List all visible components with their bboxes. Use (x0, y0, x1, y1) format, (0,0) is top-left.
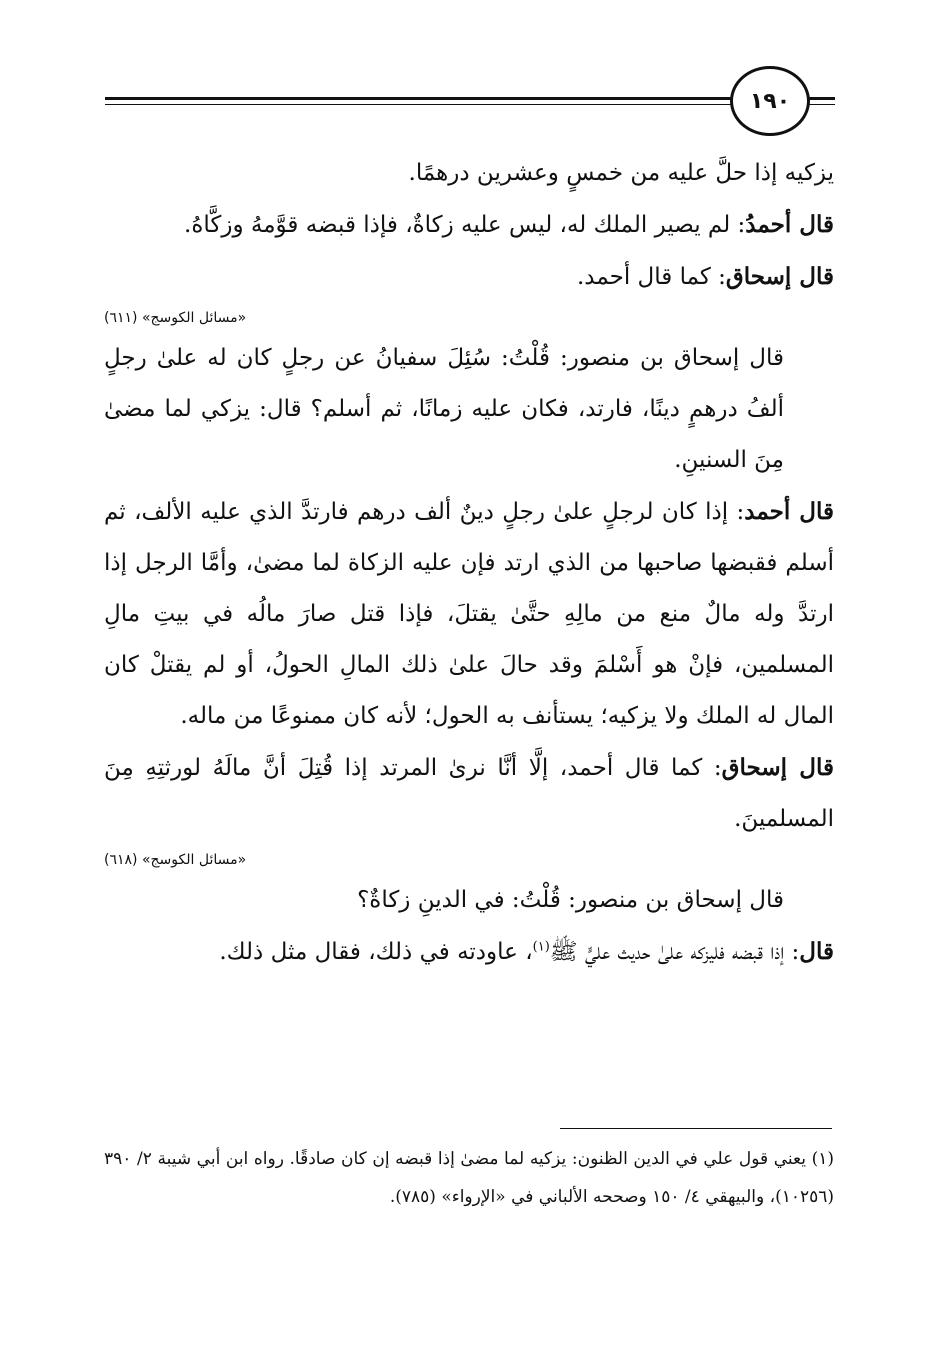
source-citation: «مسائل الكوسج» (٦١٨) (104, 852, 247, 868)
speaker-label: قال إسحاق (721, 754, 834, 781)
paragraph-text: : كما قال أحمد، إلَّا أنَّا نرىٰ المرتد إذا قُتِلَ أنَّ مالَهُ لورثتِهِ مِنَ المسلمينَ. (104, 755, 834, 832)
speaker-label: قال إسحاق (725, 263, 834, 290)
paragraph-text: : كما قال أحمد. (576, 264, 726, 290)
page-header (105, 60, 835, 140)
paragraph (104, 742, 834, 845)
header-rule (105, 97, 835, 100)
speaker-label: قال أحمد (744, 498, 835, 525)
paragraph-text: ، عاودته في ذلك، فقال مثل ذلك. (219, 939, 533, 965)
paragraph (104, 199, 834, 251)
paragraph: قال إسحاق بن منصور: قُلْتُ: سُئِلَ سفيانُ عن رجلٍ كان له علىٰ رجلٍ ألفُ درهمٍ دينًا، فارتد، فكان عليه زمانًا، ثم أسلم؟ قال: يزكي لما مضىٰ مِنَ السنينِ. (104, 345, 784, 473)
source-citation: «مسائل الكوسج» (٦١١) (104, 310, 247, 326)
paragraph (104, 926, 834, 978)
header-rule-thin (105, 104, 835, 105)
paragraph: قال إسحاق بن منصور: قُلْتُ: في الدينِ زكاةٌ؟ (357, 887, 784, 913)
paragraph (104, 486, 834, 742)
speaker-label: قال أحمدُ (745, 211, 834, 238)
paragraph: يزكيه إذا حلَّ عليه من خمسٍ وعشرين درهمًا. (408, 160, 834, 186)
speaker-label: قال (799, 938, 834, 965)
footnote-divider (560, 1128, 832, 1129)
main-text (104, 148, 834, 978)
paragraph-text: : إذا قبضه فليزكه علىٰ حديث عليٍّ ﷺ (549, 939, 800, 965)
paragraph (104, 251, 834, 303)
paragraph-text: : إذا كان لرجلٍ علىٰ رجلٍ دينٌ ألف درهم فارتدَّ الذي عليه الألف، ثم أسلم فقبضها صاحبها من الذي ارتد فإن عليه الزكاة لما مضىٰ، وأمَّا الرجل إذا ارتدَّ وله مالٌ منع من مالِهِ حتَّىٰ يقتلَ، فإذا قتل صارَ مالُه في بيتِ مالِ المسلمين، فإنْ هو أَسْلمَ وقد حالَ علىٰ ذلك المالِ الحولُ، أو لم يقتلْ كان المال له الملك ولا يزكيه؛ يستأنف به الحول؛ لأنه كان ممنوعًا من ماله. (104, 499, 834, 729)
paragraph-text: : لم يصير الملك له، ليس عليه زكاةٌ، فإذا قبضه قوَّمهُ وزكَّاهُ. (184, 212, 746, 238)
footnote: (١) يعني قول علي في الدين الظنون: يزكيه لما مضىٰ إذا قبضه إن كان صادقًا. رواه ابن أبي شيبة ٢/ ٣٩٠ (١٠٢٥٦)، والبيهقي ٤/ ١٥٠ وصححه الألباني في «الإرواء» (٧٨٥). (104, 1149, 834, 1207)
footnote-marker: (١) (532, 939, 550, 955)
page-number: ١٩٠ (730, 66, 810, 136)
